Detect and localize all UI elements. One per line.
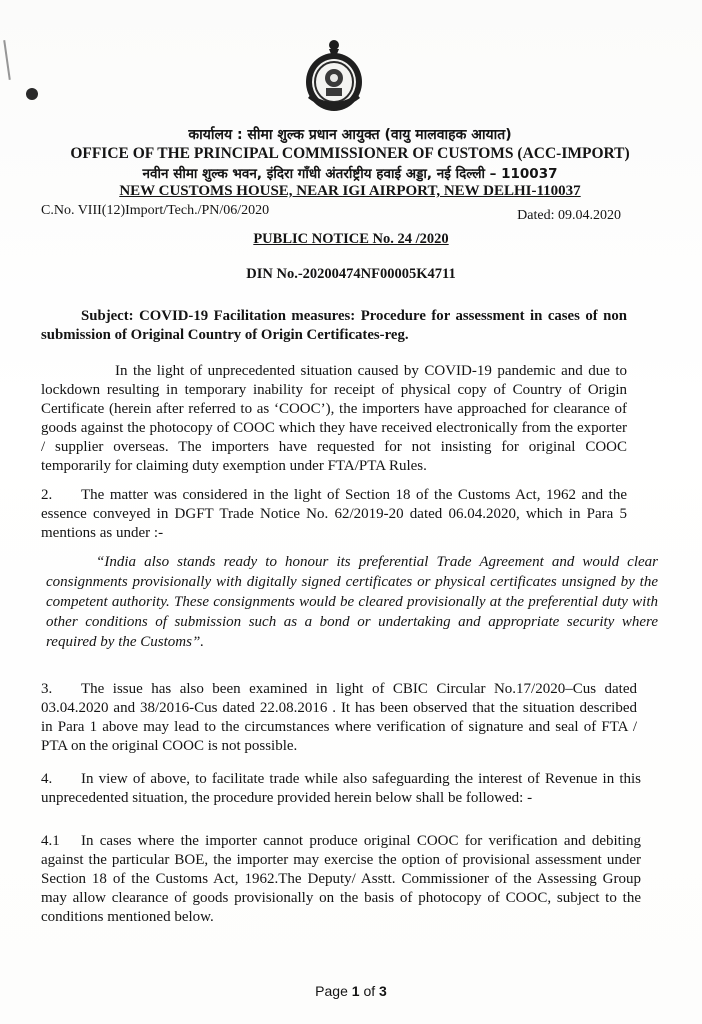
current-page: 1 bbox=[351, 983, 360, 999]
of-label: of bbox=[363, 983, 376, 999]
subject-line: Subject: COVID-19 Facilitation measures: Procedure for assessment in cases of non submission of Original Country of Origin Certificates-reg. bbox=[41, 308, 627, 343]
customs-emblem-logo bbox=[302, 38, 366, 116]
office-address-hindi: नवीन सीमा शुल्क भवन, इंदिरा गाँधी अंतर्राष्ट्रीय हवाई अड्डा, नई दिल्ली – 110037 bbox=[142, 166, 558, 182]
paragraph-number: 2. bbox=[41, 487, 53, 503]
page-number-footer bbox=[0, 983, 702, 999]
page-label: Page bbox=[315, 983, 348, 999]
paragraph-1: In the light of unprecedented situation caused by COVID-19 pandemic and due to lockdown resulting in temporary inability for receipt of physical copy of Country of Origin Certificate (herein after referred to as ‘COOC’), the importers have approached for clearance of goods against the photocopy of COOC which they have received electronically from the exporter / supplier overseas. The importers have requested for not insisting for original COOC temporarily for claiming duty exemption under FTA/PTA Rules. bbox=[41, 363, 627, 474]
scan-edge-mark bbox=[3, 40, 11, 80]
paragraph-number: 4. bbox=[41, 771, 53, 787]
punch-hole-mark bbox=[26, 88, 38, 100]
office-title: OFFICE OF THE PRINCIPAL COMMISSIONER OF CUSTOMS (ACC-IMPORT) bbox=[70, 145, 630, 162]
paragraph-text: The matter was considered in the light of Section 18 of the Customs Act, 1962 and the essence conveyed in DGFT Trade Notice No. 62/2019-20 dated 06.04.2020, which in Para 5 mentions as under :- bbox=[41, 487, 627, 541]
paragraph-3 bbox=[41, 680, 637, 756]
paragraph-text: In cases where the importer cannot produce original COOC for verification and debiting against the particular BOE, the importer may exercise the option of provisional assessment under Section 18 of the Customs Act, 1962.The Deputy/ Asstt. Commissioner of the Assessing Group may allow clearance of goods provisionally on the basis of photocopy of COOC, subject to the conditions mentioned below. bbox=[41, 833, 641, 925]
public-notice-title: PUBLIC NOTICE No. 24 /2020 bbox=[253, 231, 449, 247]
paragraph-text: The issue has also been examined in light of CBIC Circular No.17/2020–Cus dated 03.04.2020 and 38/2016-Cus dated 22.08.2016 . It has been observed that the situation described in Para 1 above may lead to the circumstances where verification of signature and seal of FTA / PTA on the original COOC is not possible. bbox=[41, 681, 637, 754]
office-address: NEW CUSTOMS HOUSE, NEAR IGI AIRPORT, NEW DELHI-110037 bbox=[119, 183, 581, 199]
paragraph-4 bbox=[41, 770, 641, 808]
paragraph-number: 4.1 bbox=[41, 833, 60, 849]
din-number: DIN No.-20200474NF00005K4711 bbox=[246, 266, 456, 282]
paragraph-number: 3. bbox=[41, 681, 53, 697]
dgft-quote: “India also stands ready to honour its preferential Trade Agreement and would clear consignments provisionally with digitally signed certificates or physical certificates unsigned by the competent authority. These consignments would be cleared provisionally at the preferential duty with other conditions of submission such as a bond or undertaking and appropriate security where required by the Customs”. bbox=[46, 554, 658, 650]
paragraph-4-1 bbox=[41, 832, 641, 927]
notice-date: Dated: 09.04.2020 bbox=[517, 208, 621, 223]
total-pages: 3 bbox=[379, 983, 387, 999]
paragraph-2 bbox=[41, 486, 627, 543]
office-title-hindi: कार्यालय : सीमा शुल्क प्रधान आयुक्त (वायु मालवाहक आयात) bbox=[188, 127, 512, 143]
paragraph-text: In view of above, to facilitate trade while also safeguarding the interest of Revenue in this unprecedented situation, the procedure provided herein below shall be followed: - bbox=[41, 771, 641, 806]
file-number: C.No. VIII(12)Import/Tech./PN/06/2020 bbox=[41, 203, 270, 218]
